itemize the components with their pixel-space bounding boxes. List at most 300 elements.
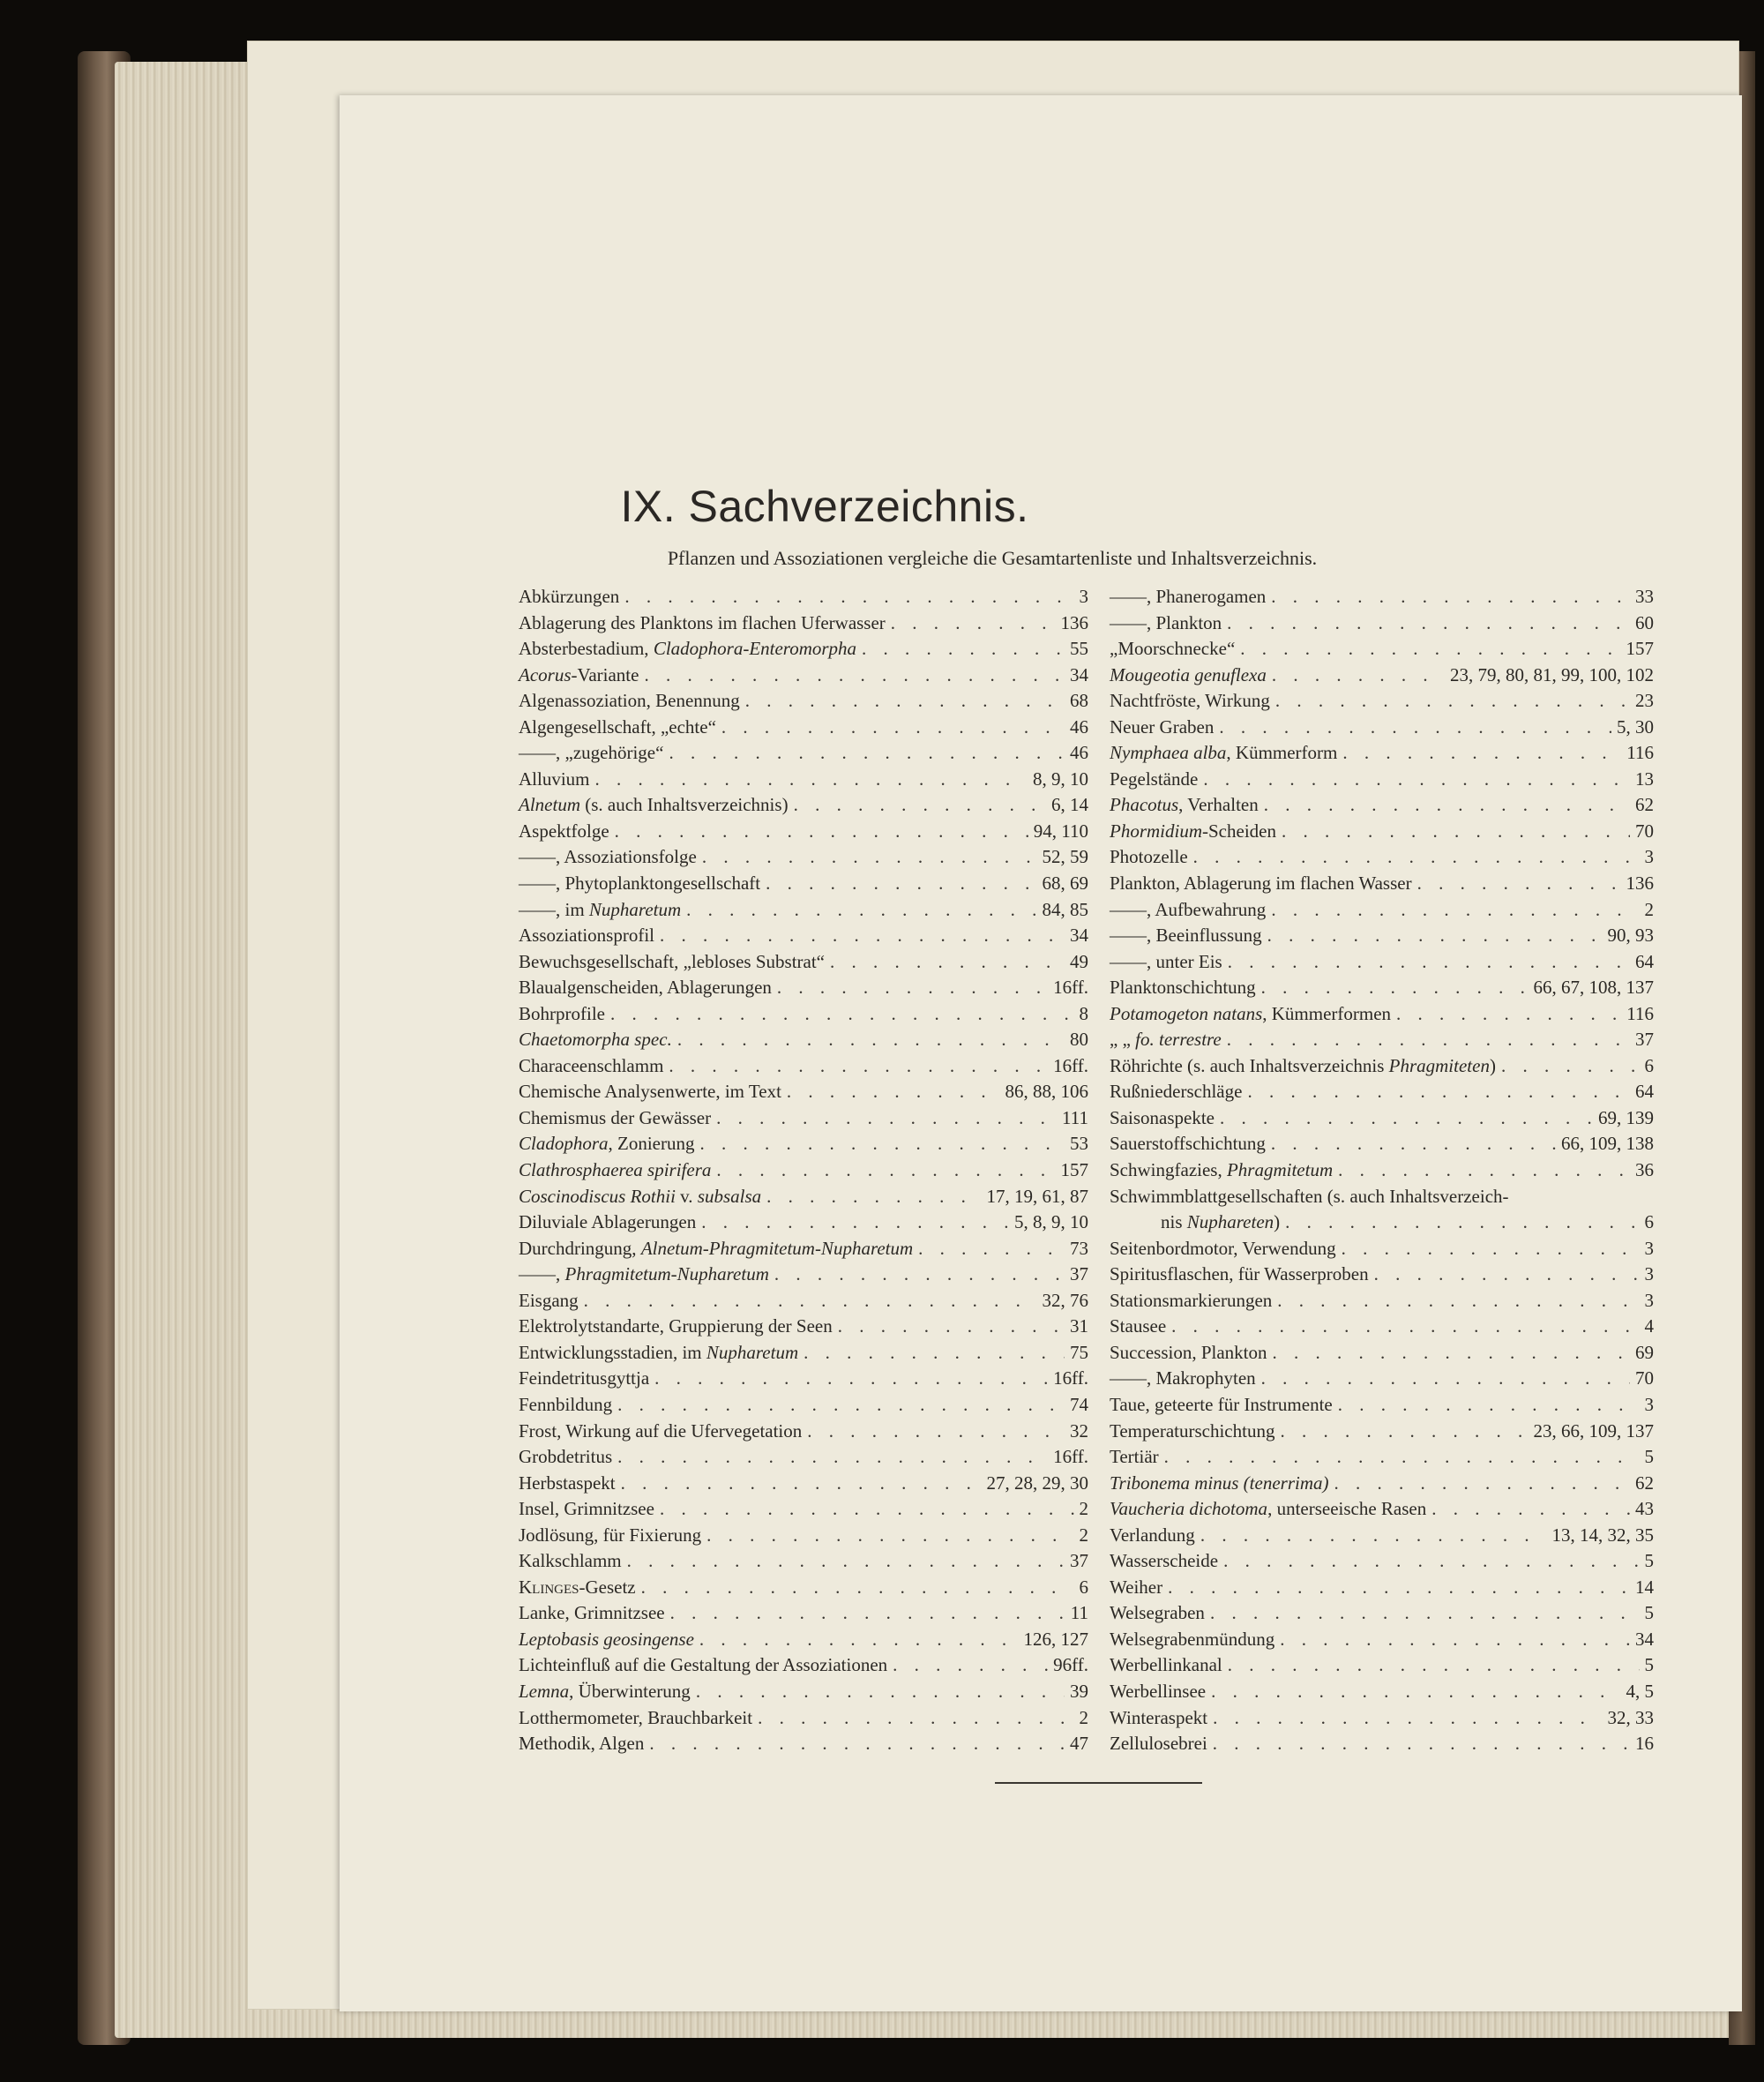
entry-label — [519, 1654, 887, 1676]
entry-pages: 3 — [1644, 1237, 1654, 1259]
entry-text: Schwingfazies, — [1110, 1159, 1227, 1181]
entry-pages: 6 — [1644, 1054, 1654, 1076]
entry-pages: 62 — [1635, 794, 1654, 816]
entry-pages: 47 — [1070, 1733, 1088, 1755]
leader-dots — [1285, 1211, 1639, 1233]
entry-label — [1110, 1081, 1242, 1103]
entry-author: Klinges — [519, 1576, 579, 1598]
entry-text: Röhrichte (s. auch Inhaltsverzeichnis — [1110, 1054, 1389, 1076]
index-entry — [1110, 742, 1654, 768]
leader-dots — [830, 951, 1065, 973]
entry-label — [519, 951, 825, 973]
entry-pages: 70 — [1635, 820, 1654, 842]
entry-taxon: Phacotus — [1110, 794, 1179, 816]
entry-pages: 37 — [1635, 1029, 1654, 1051]
entry-label — [519, 899, 681, 921]
leader-dots — [677, 1029, 1065, 1051]
entry-label — [1110, 586, 1266, 608]
index-entry — [519, 1290, 1088, 1316]
entry-label — [1110, 1263, 1369, 1285]
entry-label — [1110, 1576, 1162, 1599]
entry-label — [1110, 977, 1256, 999]
entry-text: Werbellinsee — [1110, 1680, 1207, 1702]
leader-dots — [1227, 612, 1630, 634]
entry-label — [519, 1602, 665, 1624]
entry-pages: 6 — [1079, 1576, 1088, 1598]
leader-dots — [804, 1342, 1065, 1364]
entry-text: Nachtfröste, Wirkung — [1110, 690, 1270, 712]
entry-pages: 75 — [1070, 1341, 1088, 1363]
index-entry — [519, 1394, 1088, 1420]
entry-text: Chemische Analysenwerte, im Text — [519, 1081, 781, 1103]
entry-label — [519, 1003, 605, 1025]
entry-label — [519, 768, 590, 790]
index-entry — [1110, 1550, 1654, 1576]
entry-pages: 68, 69 — [1042, 872, 1088, 895]
index-entry — [1110, 1367, 1654, 1394]
leader-dots — [1501, 1055, 1640, 1077]
entry-pages: 86, 88, 106 — [1005, 1081, 1088, 1103]
entry-label — [519, 1733, 644, 1755]
index-entry — [519, 1550, 1088, 1576]
leader-dots — [702, 846, 1037, 868]
leader-dots — [641, 1576, 1074, 1599]
leader-dots — [644, 664, 1065, 686]
entry-label — [519, 1315, 833, 1337]
entry-label — [519, 1290, 579, 1312]
entry-pages: 5 — [1644, 1602, 1654, 1624]
entry-pages: 23, 79, 80, 81, 99, 100, 102 — [1450, 663, 1654, 685]
entry-pages: 5 — [1644, 1446, 1654, 1468]
index-entry — [1110, 1263, 1654, 1290]
entry-text: Eisgang — [519, 1289, 579, 1311]
entry-label — [1110, 742, 1337, 764]
index-entry — [519, 1446, 1088, 1472]
entry-label — [519, 1107, 711, 1129]
entry-pages: 157 — [1060, 1159, 1088, 1181]
index-entry — [519, 1524, 1088, 1551]
entry-label — [1110, 1342, 1267, 1364]
entry-text: Taue, geteerte für Instrumente — [1110, 1393, 1333, 1415]
entry-pages: 2 — [1079, 1524, 1088, 1546]
index-entry — [519, 1498, 1088, 1524]
entry-text: Bohrprofile — [519, 1002, 605, 1024]
index-entry — [519, 1602, 1088, 1629]
entry-text: Grobdetritus — [519, 1446, 613, 1468]
entry-label — [519, 1524, 701, 1547]
leader-dots — [649, 1733, 1065, 1755]
entry-text: Welsegraben — [1110, 1602, 1205, 1624]
leader-dots — [1213, 1733, 1630, 1755]
entry-taxon: Nuphareten — [1186, 1211, 1274, 1233]
entry-pages: 64 — [1635, 1081, 1654, 1103]
entry-text: , Kümmerform — [1226, 742, 1338, 764]
entry-taxon: Phragmitetum — [1226, 1159, 1334, 1181]
entry-label — [1110, 690, 1270, 712]
entry-label — [519, 1550, 622, 1572]
entry-pages: 84, 85 — [1042, 898, 1088, 920]
entry-pages: 3 — [1079, 586, 1088, 607]
entry-taxon: Phormidium — [1110, 820, 1202, 842]
index-entry — [519, 716, 1088, 743]
entry-label — [519, 820, 609, 843]
entry-text: ——, im — [519, 898, 589, 920]
entry-label — [1110, 1003, 1391, 1025]
entry-text: ——, Plankton — [1110, 611, 1222, 633]
entry-label — [1110, 820, 1276, 843]
index-entry — [519, 612, 1088, 639]
entry-label — [519, 1394, 612, 1416]
leader-dots — [716, 1107, 1057, 1129]
entry-text: Winteraspekt — [1110, 1706, 1208, 1728]
entry-pages: 46 — [1070, 742, 1088, 764]
entry-taxon: fo. terrestre — [1135, 1029, 1222, 1051]
leader-dots — [584, 1290, 1037, 1312]
entry-text: Spiritusflaschen, für Wasserproben — [1110, 1263, 1369, 1285]
leader-dots — [1261, 977, 1529, 999]
entry-pages: 4, 5 — [1626, 1680, 1654, 1702]
entry-pages: 14 — [1635, 1576, 1654, 1598]
entry-text: Sauerstoffschichtung — [1110, 1133, 1266, 1155]
index-entry — [1110, 1446, 1654, 1472]
leader-dots — [758, 1707, 1073, 1729]
entry-text: , Kümmerformen — [1262, 1002, 1392, 1024]
leader-dots — [1171, 1315, 1639, 1337]
entry-pages: 34 — [1070, 663, 1088, 685]
index-entry — [1110, 1029, 1654, 1055]
entry-pages: 157 — [1626, 638, 1654, 660]
entry-pages: 17, 19, 61, 87 — [986, 1185, 1088, 1207]
index-entry — [1110, 1394, 1654, 1420]
leader-dots — [774, 1263, 1065, 1285]
index-entry — [1110, 1315, 1654, 1342]
entry-label — [1110, 638, 1235, 660]
leader-dots — [617, 1394, 1065, 1416]
entry-label — [519, 1263, 769, 1285]
entry-pages: 66, 67, 108, 137 — [1533, 977, 1654, 999]
entry-text: -Gesetz — [579, 1576, 636, 1598]
entry-label — [1110, 1029, 1222, 1051]
index-entry — [1110, 1238, 1654, 1264]
entry-pages: 5, 8, 9, 10 — [1014, 1211, 1088, 1233]
entry-text: , unterseeische Rasen — [1267, 1498, 1427, 1520]
entry-pages: 126, 127 — [1023, 1628, 1088, 1650]
entry-pages: 6, 14 — [1051, 794, 1088, 816]
index-entry — [1110, 1159, 1654, 1186]
entry-pages: 94, 110 — [1033, 820, 1088, 842]
index-entry — [1110, 951, 1654, 977]
entry-pages: 111 — [1062, 1106, 1088, 1128]
entry-text: Weiher — [1110, 1576, 1163, 1598]
entry-text: , Überwinterung — [569, 1680, 691, 1702]
entry-text: Pegelstände — [1110, 768, 1199, 790]
entry-taxon: Alnetum — [519, 794, 580, 816]
entry-label — [1110, 1707, 1207, 1729]
leader-dots — [1267, 925, 1603, 947]
entry-text: Feindetritusgyttja — [519, 1367, 650, 1389]
index-entry — [519, 638, 1088, 664]
leader-dots — [721, 716, 1065, 738]
index-entry — [1110, 872, 1654, 899]
leader-dots — [660, 1498, 1074, 1520]
entry-pages: 34 — [1635, 1628, 1654, 1650]
index-entry — [1110, 1186, 1654, 1212]
index-entry — [519, 1576, 1088, 1603]
entry-taxon: Cladophora — [519, 1133, 609, 1155]
entry-label — [1110, 664, 1267, 686]
entry-pages: 136 — [1626, 872, 1654, 895]
index-entry — [1110, 1055, 1654, 1082]
entry-label — [519, 716, 716, 738]
entry-text: (s. auch Inhaltsverzeichnis) — [579, 794, 789, 816]
leader-dots — [1203, 768, 1630, 790]
index-entry — [519, 1654, 1088, 1681]
entry-label — [519, 1629, 694, 1651]
leader-dots — [627, 1550, 1065, 1572]
entry-text: Jodlösung, für Fixierung — [519, 1524, 702, 1546]
entry-label — [519, 977, 772, 999]
index-entry — [1110, 1342, 1654, 1368]
entry-label — [519, 872, 760, 895]
leader-dots — [1240, 638, 1620, 660]
index-entry — [1110, 1133, 1654, 1159]
entry-pages: 3 — [1644, 1393, 1654, 1415]
entry-label — [519, 664, 639, 686]
entry-pages: 55 — [1070, 638, 1088, 660]
index-entry — [519, 664, 1088, 691]
leader-dots — [1342, 1238, 1640, 1260]
leader-dots — [1271, 586, 1630, 608]
entry-label — [519, 1367, 649, 1389]
entry-label — [1110, 716, 1214, 738]
entry-pages: 37 — [1070, 1263, 1088, 1285]
entry-text: Stationsmarkierungen — [1110, 1289, 1273, 1311]
entry-pages: 34 — [1070, 925, 1088, 947]
leader-dots — [1228, 951, 1630, 973]
entry-label — [519, 1707, 752, 1729]
index-entry — [519, 1472, 1088, 1499]
entry-text: ——, — [519, 1263, 565, 1285]
entry-label — [1110, 925, 1262, 947]
index-entry — [1110, 1524, 1654, 1551]
leader-dots — [1282, 820, 1630, 843]
index-entry — [1110, 925, 1654, 951]
entry-text: Herbstaspekt — [519, 1472, 616, 1494]
entry-label — [1110, 1186, 1509, 1208]
entry-pages: 116 — [1626, 742, 1654, 764]
leader-dots — [862, 638, 1065, 660]
entry-text: , Zonierung — [608, 1133, 695, 1155]
entry-text: Entwicklungsstadien, im — [519, 1341, 706, 1363]
entry-taxon: subsalsa — [697, 1185, 762, 1207]
index-entry — [519, 1238, 1088, 1264]
entry-text: ——, unter Eis — [1110, 950, 1222, 972]
entry-taxon: Mougeotia genuflexa — [1110, 663, 1267, 685]
entry-text: Absterbestadium, — [519, 638, 654, 660]
entry-text: Frost, Wirkung auf die Ufervegetation — [519, 1419, 803, 1442]
entry-label — [1110, 1238, 1336, 1260]
entry-taxon: Clathrosphaerea spirifera — [519, 1159, 712, 1181]
page-title: IX. Sachverzeichnis. — [620, 482, 1029, 531]
index-entry — [519, 925, 1088, 951]
leader-dots — [1228, 1654, 1640, 1676]
entry-label — [1110, 1133, 1266, 1155]
leader-dots — [610, 1003, 1074, 1025]
entry-pages: 33 — [1635, 586, 1654, 607]
entry-pages: 69, 139 — [1598, 1106, 1654, 1128]
entry-label — [1110, 612, 1222, 634]
entry-taxon: Potamogeton natans — [1110, 1002, 1263, 1024]
leader-dots — [1200, 1524, 1547, 1547]
index-entry — [1110, 1420, 1654, 1447]
leader-dots — [807, 1420, 1065, 1442]
index-entry — [1110, 768, 1654, 795]
entry-pages: 53 — [1070, 1133, 1088, 1155]
entry-pages: 31 — [1070, 1315, 1088, 1337]
entry-pages: 32 — [1070, 1419, 1088, 1442]
entry-label — [519, 1081, 781, 1103]
index-entry — [519, 1055, 1088, 1082]
entry-text: Kalkschlamm — [519, 1550, 622, 1572]
leader-dots — [893, 1654, 1048, 1676]
entry-text: Algenassoziation, Benennung — [519, 690, 740, 712]
index-entry — [1110, 664, 1654, 691]
index-entry — [519, 846, 1088, 872]
entry-label — [519, 1211, 696, 1233]
index-entry — [519, 899, 1088, 925]
entry-taxon: Nupharetum — [706, 1341, 799, 1363]
entry-label — [1110, 872, 1412, 895]
leader-dots — [660, 925, 1065, 947]
leader-dots — [1164, 1446, 1640, 1468]
index-entry — [519, 1211, 1088, 1238]
leader-dots — [1213, 1707, 1602, 1729]
entry-label — [1110, 1107, 1215, 1129]
index-entry — [1110, 1290, 1654, 1316]
entry-text: Characeenschlamm — [519, 1054, 664, 1076]
entry-label — [1110, 1681, 1206, 1703]
index-entry — [519, 1733, 1088, 1759]
index-entry — [1110, 846, 1654, 872]
leader-dots — [1342, 742, 1621, 764]
index-entry — [519, 1029, 1088, 1055]
leader-dots — [701, 1211, 1009, 1233]
leader-dots — [716, 1159, 1055, 1181]
index-entry — [1110, 1081, 1654, 1107]
entry-label — [519, 1342, 798, 1364]
entry-text: Photozelle — [1110, 846, 1188, 868]
entry-label — [1110, 1629, 1274, 1651]
entry-label — [1110, 1550, 1218, 1572]
leader-dots — [1338, 1394, 1640, 1416]
leader-dots — [670, 1602, 1065, 1624]
entry-text: ——, „zugehörige“ — [519, 742, 664, 764]
index-entry — [1110, 612, 1654, 639]
leader-dots — [615, 820, 1028, 843]
entry-label — [519, 1186, 761, 1208]
entry-taxon: Leptobasis geosingense — [519, 1628, 694, 1650]
leader-dots — [1273, 1342, 1631, 1364]
entry-pages: 60 — [1635, 611, 1654, 633]
index-entry — [519, 1342, 1088, 1368]
entry-pages: 73 — [1070, 1237, 1088, 1259]
entry-label — [1110, 1211, 1280, 1233]
entry-label — [519, 690, 740, 712]
entry-pages: 36 — [1635, 1159, 1654, 1181]
leader-dots — [621, 1472, 982, 1494]
entry-pages: 32, 33 — [1607, 1706, 1654, 1728]
page-subtitle: Pflanzen und Assoziationen vergleiche die Gesamtartenliste und Inhaltsverzeichnis. — [667, 547, 1318, 569]
leader-dots — [1211, 1681, 1620, 1703]
entry-text: Saisonaspekte — [1110, 1106, 1215, 1128]
leader-dots — [686, 899, 1036, 921]
entry-text: Abkürzungen — [519, 586, 620, 607]
entry-taxon: Tribonema minus (tenerrima) — [1110, 1472, 1329, 1494]
entry-label — [519, 1420, 802, 1442]
index-page — [340, 95, 1742, 2011]
entry-text: Blaualgenscheiden, Ablagerungen — [519, 977, 772, 999]
entry-text: Succession, Plankton — [1110, 1341, 1267, 1363]
entry-taxon: Chaetomorpha spec. — [519, 1029, 672, 1051]
leader-dots — [1220, 1107, 1593, 1129]
index-entry — [519, 1003, 1088, 1030]
entry-text: Fennbildung — [519, 1393, 613, 1415]
entry-label — [519, 1238, 913, 1260]
leader-dots — [1247, 1081, 1630, 1103]
leader-dots — [617, 1446, 1048, 1468]
entry-label — [519, 612, 886, 634]
entry-text: Wasserscheide — [1110, 1550, 1219, 1572]
entry-text: Neuer Graben — [1110, 715, 1215, 738]
entry-pages: 136 — [1060, 611, 1088, 633]
entry-pages: 8, 9, 10 — [1033, 768, 1088, 790]
entry-text: Diluviale Ablagerungen — [519, 1211, 697, 1233]
entry-label — [1110, 1654, 1222, 1676]
entry-text: , Verhalten — [1178, 794, 1259, 816]
leader-dots — [1272, 664, 1445, 686]
entry-taxon: Lemna — [519, 1680, 570, 1702]
leader-dots — [1168, 1576, 1630, 1599]
index-entry — [1110, 1707, 1654, 1734]
index-entry — [1110, 1576, 1654, 1603]
entry-taxon: Coscinodiscus Rothii — [519, 1185, 676, 1207]
leader-dots — [1431, 1498, 1630, 1520]
entry-pages: 8 — [1079, 1002, 1088, 1024]
entry-text: Lanke, Grimnitzsee — [519, 1602, 665, 1624]
index-entry — [519, 768, 1088, 795]
index-entry — [1110, 977, 1654, 1003]
entry-label — [519, 1472, 616, 1494]
index-entry — [1110, 1472, 1654, 1499]
closing-rule — [995, 1782, 1202, 1784]
index-entry — [519, 1420, 1088, 1447]
entry-text: ——, Makrophyten — [1110, 1367, 1256, 1389]
entry-text: Aspektfolge — [519, 820, 609, 842]
entry-label — [1110, 1055, 1496, 1077]
index-entry — [1110, 1211, 1654, 1238]
entry-label — [519, 794, 789, 816]
leader-dots — [699, 1629, 1019, 1651]
entry-pages: 3 — [1644, 846, 1654, 868]
entry-pages: 49 — [1070, 950, 1088, 972]
entry-text: Plankton, Ablagerung im flachen Wasser — [1110, 872, 1412, 895]
entry-pages: 23, 66, 109, 137 — [1533, 1419, 1654, 1442]
index-entry — [1110, 1003, 1654, 1030]
entry-text: Alluvium — [519, 768, 590, 790]
leader-dots — [766, 872, 1036, 895]
leader-dots — [696, 1681, 1065, 1703]
entry-label — [1110, 1602, 1205, 1624]
